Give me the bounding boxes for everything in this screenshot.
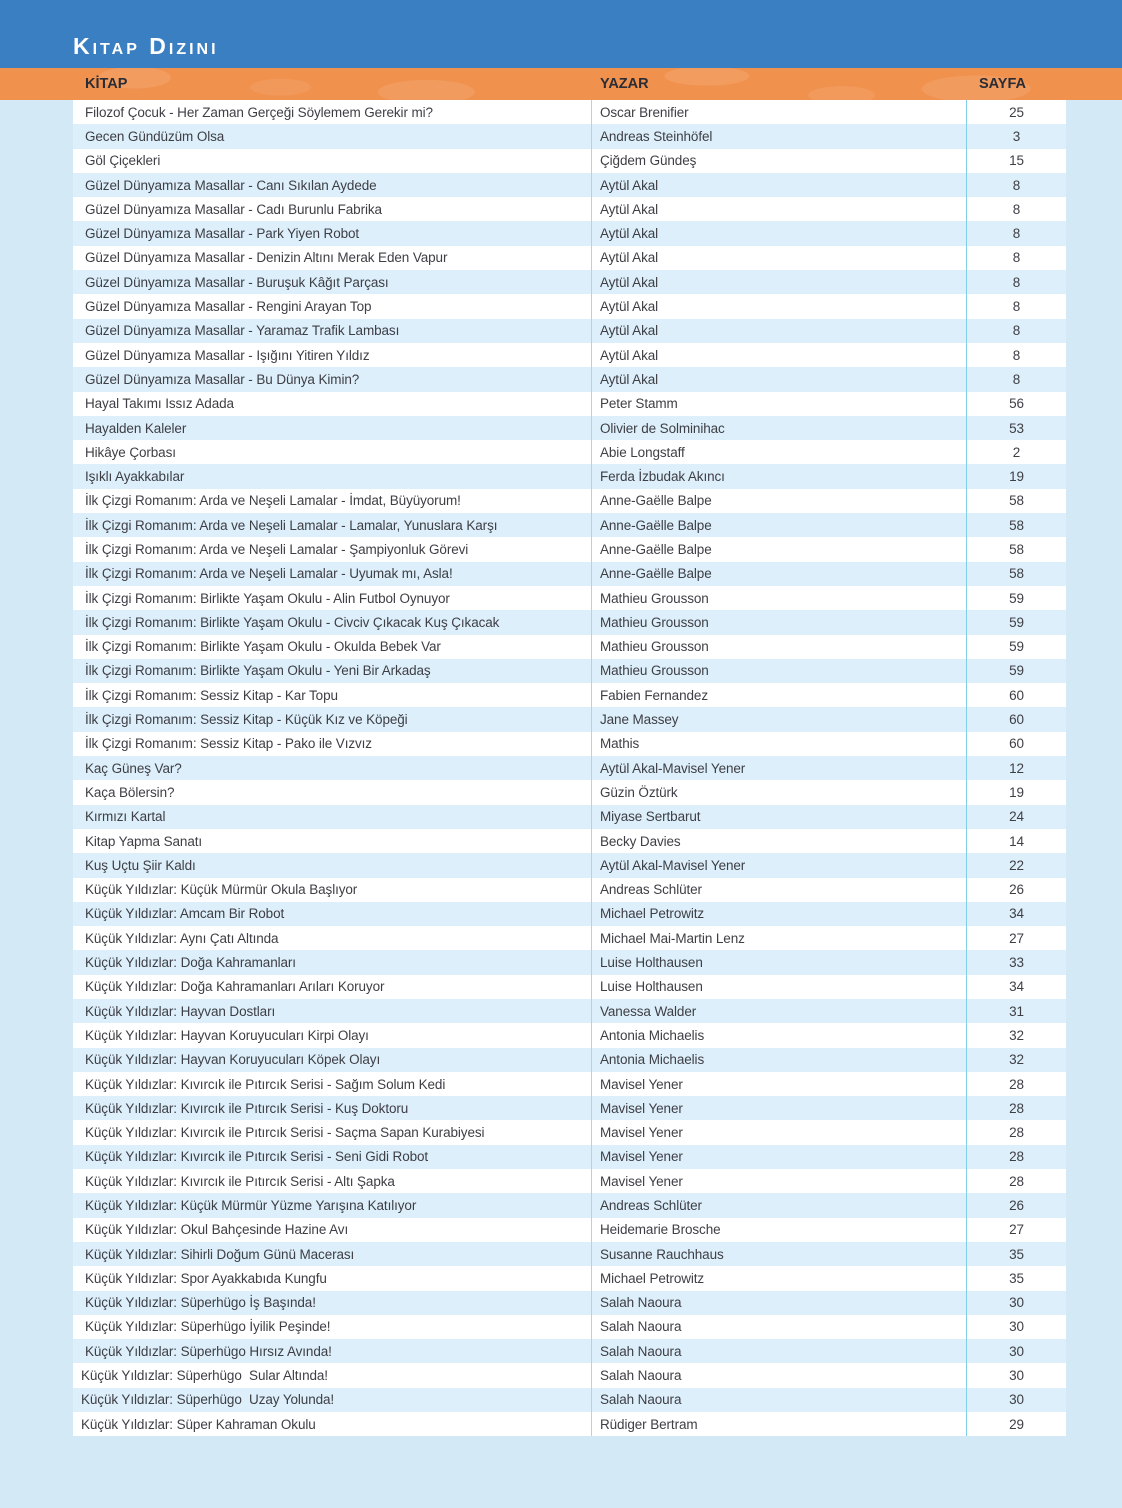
page-number-cell: 30 xyxy=(1009,1319,1024,1335)
author-cell: Aytül Akal-Mavisel Yener xyxy=(592,853,967,877)
page-number-cell: 35 xyxy=(1009,1270,1024,1286)
author-cell: Luise Holthausen xyxy=(592,950,967,974)
book-title-cell: İlk Çizgi Romanım: Sessiz Kitap - Kar Topu xyxy=(73,683,592,707)
author-cell: Michael Mai-Martin Lenz xyxy=(592,926,967,950)
book-title-cell: Kaça Bölersin? xyxy=(73,780,592,804)
page-number-cell: 19 xyxy=(1009,469,1024,485)
table-row xyxy=(73,610,1066,634)
book-title-cell: Küçük Yıldızlar: Doğa Kahramanları xyxy=(73,950,592,974)
author-cell: Aytül Akal-Mavisel Yener xyxy=(592,756,967,780)
author-cell: Luise Holthausen xyxy=(592,975,967,999)
book-title-cell: Hayal Takımı Issız Adada xyxy=(73,392,592,416)
table-row xyxy=(73,683,1066,707)
page-number-cell: 26 xyxy=(1009,882,1024,898)
page-number-cell: 32 xyxy=(1009,1052,1024,1068)
book-title-cell: Güzel Dünyamıza Masallar - Bu Dünya Kimin? xyxy=(73,367,592,391)
book-title-cell: Küçük Yıldızlar: Küçük Mürmür Yüzme Yarışına Katılıyor xyxy=(73,1193,592,1217)
column-header-page: SAYFA xyxy=(978,76,1026,92)
page-number-cell: 58 xyxy=(1009,541,1024,557)
table-row xyxy=(73,1193,1066,1217)
page-number-cell: 53 xyxy=(1009,420,1024,436)
author-cell: Antonia Michaelis xyxy=(592,1023,967,1047)
author-cell: Aytül Akal xyxy=(592,319,967,343)
table-row xyxy=(73,780,1066,804)
page-number-cell: 34 xyxy=(1009,979,1024,995)
book-title-cell: Küçük Yıldızlar: Okul Bahçesinde Hazine Avı xyxy=(73,1218,592,1242)
page-number-cell: 28 xyxy=(1009,1173,1024,1189)
table-row xyxy=(73,416,1066,440)
page-number-cell: 8 xyxy=(1012,299,1021,315)
author-cell: Mavisel Yener xyxy=(592,1072,967,1096)
book-title-cell: Göl Çiçekleri xyxy=(73,149,592,173)
page-number-cell: 32 xyxy=(1009,1027,1024,1043)
author-cell: Mavisel Yener xyxy=(592,1096,967,1120)
author-cell: Salah Naoura xyxy=(592,1388,967,1412)
author-cell: Anne-Gaëlle Balpe xyxy=(592,562,967,586)
book-title-cell: Güzel Dünyamıza Masallar - Buruşuk Kâğıt Parçası xyxy=(73,270,592,294)
page-number-cell: 59 xyxy=(1009,590,1024,606)
table-row xyxy=(73,440,1066,464)
page-number-cell: 28 xyxy=(1009,1149,1024,1165)
book-title-cell: Küçük Yıldızlar: Hayvan Dostları xyxy=(73,999,592,1023)
table-row xyxy=(73,732,1066,756)
page-number-cell: 60 xyxy=(1009,712,1024,728)
page-number-cell: 8 xyxy=(1012,371,1021,387)
book-title-cell: İlk Çizgi Romanım: Sessiz Kitap - Küçük Kız ve Köpeği xyxy=(73,707,592,731)
author-cell: Aytül Akal xyxy=(592,367,967,391)
author-cell: Mavisel Yener xyxy=(592,1169,967,1193)
author-cell: Michael Petrowitz xyxy=(592,902,967,926)
table-row xyxy=(73,1048,1066,1072)
book-title-cell: Hayalden Kaleler xyxy=(73,416,592,440)
book-title-cell: Güzel Dünyamıza Masallar - Işığını Yitiren Yıldız xyxy=(73,343,592,367)
table-row xyxy=(73,221,1066,245)
table-row xyxy=(73,1120,1066,1144)
table-row xyxy=(73,1145,1066,1169)
table-row xyxy=(73,1023,1066,1047)
author-cell: Michael Petrowitz xyxy=(592,1266,967,1290)
author-cell: Andreas Schlüter xyxy=(592,878,967,902)
page-number-cell: 58 xyxy=(1009,566,1024,582)
page-number-cell: 15 xyxy=(1009,153,1024,169)
book-title-cell: Küçük Yıldızlar: Süperhügo Sular Altında! xyxy=(73,1363,592,1387)
author-cell: Aytül Akal xyxy=(592,246,967,270)
author-cell: Heidemarie Brosche xyxy=(592,1218,967,1242)
table-row xyxy=(73,537,1066,561)
table-row xyxy=(73,659,1066,683)
author-cell: Salah Naoura xyxy=(592,1315,967,1339)
table-row xyxy=(73,756,1066,780)
book-title-cell: Küçük Yıldızlar: Sihirli Doğum Günü Macerası xyxy=(73,1242,592,1266)
table-row xyxy=(73,197,1066,221)
author-cell: Oscar Brenifier xyxy=(592,100,967,124)
page-number-cell: 12 xyxy=(1009,760,1024,776)
page-number-cell: 19 xyxy=(1009,784,1024,800)
page-number-cell: 8 xyxy=(1012,274,1021,290)
table-row xyxy=(73,1072,1066,1096)
book-title-cell: Küçük Yıldızlar: Doğa Kahramanları Arıları Koruyor xyxy=(73,975,592,999)
author-cell: Andreas Schlüter xyxy=(592,1193,967,1217)
book-title-cell: Küçük Yıldızlar: Kıvırcık ile Pıtırcık Serisi - Altı Şapka xyxy=(73,1169,592,1193)
author-cell: Güzin Öztürk xyxy=(592,780,967,804)
book-title-cell: İlk Çizgi Romanım: Birlikte Yaşam Okulu - Okulda Bebek Var xyxy=(73,635,592,659)
page-number-cell: 31 xyxy=(1009,1003,1024,1019)
page-number-cell: 8 xyxy=(1012,347,1021,363)
book-title-cell: Küçük Yıldızlar: Amcam Bir Robot xyxy=(73,902,592,926)
author-cell: Mathieu Grousson xyxy=(592,635,967,659)
table-row xyxy=(73,853,1066,877)
book-title-cell: Hikâye Çorbası xyxy=(73,440,592,464)
page-number-cell: 60 xyxy=(1009,687,1024,703)
page-number-cell: 27 xyxy=(1009,1222,1024,1238)
page-number-cell: 28 xyxy=(1009,1076,1024,1092)
book-title-cell: Güzel Dünyamıza Masallar - Denizin Altını Merak Eden Vapur xyxy=(73,246,592,270)
author-cell: Aytül Akal xyxy=(592,197,967,221)
page-number-cell: 30 xyxy=(1009,1295,1024,1311)
author-cell: Anne-Gaëlle Balpe xyxy=(592,513,967,537)
book-title-cell: Küçük Yıldızlar: Kıvırcık ile Pıtırcık Serisi - Kuş Doktoru xyxy=(73,1096,592,1120)
book-title-cell: Işıklı Ayakkabılar xyxy=(73,464,592,488)
table-row xyxy=(73,1242,1066,1266)
page-number-cell: 60 xyxy=(1009,736,1024,752)
author-cell: Andreas Steinhöfel xyxy=(592,124,967,148)
author-cell: Fabien Fernandez xyxy=(592,683,967,707)
page-number-cell: 29 xyxy=(1009,1416,1024,1432)
table-row xyxy=(73,975,1066,999)
page-title: Kitap Dizini xyxy=(73,33,219,59)
book-title-cell: Gecen Gündüzüm Olsa xyxy=(73,124,592,148)
page-number-cell: 8 xyxy=(1012,201,1021,217)
table-row xyxy=(73,1339,1066,1363)
table-row xyxy=(73,878,1066,902)
table-row xyxy=(73,999,1066,1023)
table-row xyxy=(73,1096,1066,1120)
table-row xyxy=(73,1291,1066,1315)
page-number-cell: 24 xyxy=(1009,809,1024,825)
page-number-cell: 34 xyxy=(1009,906,1024,922)
table-row xyxy=(73,562,1066,586)
book-title-cell: Kuş Uçtu Şiir Kaldı xyxy=(73,853,592,877)
author-cell: Salah Naoura xyxy=(592,1363,967,1387)
author-cell: Susanne Rauchhaus xyxy=(592,1242,967,1266)
table-header-row xyxy=(0,68,1122,100)
table-row xyxy=(73,1169,1066,1193)
table-row xyxy=(73,343,1066,367)
author-cell: Peter Stamm xyxy=(592,392,967,416)
author-cell: Aytül Akal xyxy=(592,343,967,367)
author-cell: Mavisel Yener xyxy=(592,1120,967,1144)
page-number-cell: 8 xyxy=(1012,226,1021,242)
book-title-cell: Güzel Dünyamıza Masallar - Canı Sıkılan Aydede xyxy=(73,173,592,197)
author-cell: Aytül Akal xyxy=(592,221,967,245)
column-header-book: KİTAP xyxy=(85,76,128,92)
book-title-cell: İlk Çizgi Romanım: Sessiz Kitap - Pako ile Vızvız xyxy=(73,732,592,756)
page-number-cell: 58 xyxy=(1009,493,1024,509)
page-number-cell: 30 xyxy=(1009,1368,1024,1384)
book-table-body xyxy=(0,100,1122,1436)
table-row xyxy=(73,319,1066,343)
book-title-cell: İlk Çizgi Romanım: Arda ve Neşeli Lamalar - Lamalar, Yunuslara Karşı xyxy=(73,513,592,537)
table-row xyxy=(73,1412,1066,1436)
book-title-cell: İlk Çizgi Romanım: Arda ve Neşeli Lamalar - Uyumak mı, Asla! xyxy=(73,562,592,586)
page-number-cell: 2 xyxy=(1012,444,1021,460)
table-row xyxy=(73,950,1066,974)
author-cell: Anne-Gaëlle Balpe xyxy=(592,537,967,561)
book-title-cell: Filozof Çocuk - Her Zaman Gerçeği Söylemem Gerekir mi? xyxy=(73,100,592,124)
table-row xyxy=(73,489,1066,513)
author-cell: Salah Naoura xyxy=(592,1339,967,1363)
author-cell: Aytül Akal xyxy=(592,173,967,197)
page-number-cell: 35 xyxy=(1009,1246,1024,1262)
table-row xyxy=(73,1218,1066,1242)
table-row xyxy=(73,1266,1066,1290)
author-cell: Miyase Sertbarut xyxy=(592,805,967,829)
page-number-cell: 33 xyxy=(1009,955,1024,971)
page-number-cell: 59 xyxy=(1009,663,1024,679)
book-title-cell: Küçük Yıldızlar: Hayvan Koruyucuları Köpek Olayı xyxy=(73,1048,592,1072)
page-number-cell: 30 xyxy=(1009,1392,1024,1408)
page-number-cell: 28 xyxy=(1009,1100,1024,1116)
table-row xyxy=(73,805,1066,829)
author-cell: Aytül Akal xyxy=(592,270,967,294)
title-bar xyxy=(0,0,1122,68)
book-title-cell: Küçük Yıldızlar: Süperhügo İyilik Peşinde! xyxy=(73,1315,592,1339)
author-cell: Salah Naoura xyxy=(592,1291,967,1315)
table-row xyxy=(73,902,1066,926)
author-cell: Rüdiger Bertram xyxy=(592,1412,967,1436)
table-row xyxy=(73,149,1066,173)
page-number-cell: 30 xyxy=(1009,1343,1024,1359)
book-title-cell: İlk Çizgi Romanım: Birlikte Yaşam Okulu - Yeni Bir Arkadaş xyxy=(73,659,592,683)
book-title-cell: Güzel Dünyamıza Masallar - Park Yiyen Robot xyxy=(73,221,592,245)
table-row xyxy=(73,513,1066,537)
table-row xyxy=(73,173,1066,197)
author-cell: Abie Longstaff xyxy=(592,440,967,464)
table-row xyxy=(73,635,1066,659)
author-cell: Antonia Michaelis xyxy=(592,1048,967,1072)
book-title-cell: Küçük Yıldızlar: Aynı Çatı Altında xyxy=(73,926,592,950)
book-title-cell: İlk Çizgi Romanım: Birlikte Yaşam Okulu - Civciv Çıkacak Kuş Çıkacak xyxy=(73,610,592,634)
page-number-cell: 56 xyxy=(1009,396,1024,412)
book-title-cell: Küçük Yıldızlar: Kıvırcık ile Pıtırcık Serisi - Seni Gidi Robot xyxy=(73,1145,592,1169)
page-number-cell: 58 xyxy=(1009,517,1024,533)
book-title-cell: Kırmızı Kartal xyxy=(73,805,592,829)
book-title-cell: Güzel Dünyamıza Masallar - Rengini Arayan Top xyxy=(73,294,592,318)
page-number-cell: 8 xyxy=(1012,177,1021,193)
author-cell: Çiğdem Gündeş xyxy=(592,149,967,173)
table-row xyxy=(73,1363,1066,1387)
page-number-cell: 3 xyxy=(1012,128,1021,144)
table-row xyxy=(73,926,1066,950)
book-title-cell: Küçük Yıldızlar: Süperhügo İş Başında! xyxy=(73,1291,592,1315)
book-title-cell: İlk Çizgi Romanım: Arda ve Neşeli Lamalar - Şampiyonluk Görevi xyxy=(73,537,592,561)
author-cell: Jane Massey xyxy=(592,707,967,731)
author-cell: Mathis xyxy=(592,732,967,756)
table-row xyxy=(73,246,1066,270)
table-row xyxy=(73,270,1066,294)
author-cell: Mavisel Yener xyxy=(592,1145,967,1169)
book-title-cell: Küçük Yıldızlar: Süperhügo Hırsız Avında! xyxy=(73,1339,592,1363)
page-number-cell: 28 xyxy=(1009,1125,1024,1141)
book-title-cell: Güzel Dünyamıza Masallar - Yaramaz Trafik Lambası xyxy=(73,319,592,343)
author-cell: Mathieu Grousson xyxy=(592,659,967,683)
book-title-cell: Kitap Yapma Sanatı xyxy=(73,829,592,853)
author-cell: Aytül Akal xyxy=(592,294,967,318)
page-number-cell: 14 xyxy=(1009,833,1024,849)
book-title-cell: Küçük Yıldızlar: Süperhügo Uzay Yolunda! xyxy=(73,1388,592,1412)
table-row xyxy=(73,124,1066,148)
author-cell: Becky Davies xyxy=(592,829,967,853)
book-title-cell: Küçük Yıldızlar: Süper Kahraman Okulu xyxy=(73,1412,592,1436)
book-title-cell: Küçük Yıldızlar: Kıvırcık ile Pıtırcık Serisi - Saçma Sapan Kurabiyesi xyxy=(73,1120,592,1144)
book-title-cell: Güzel Dünyamıza Masallar - Cadı Burunlu Fabrika xyxy=(73,197,592,221)
page-number-cell: 27 xyxy=(1009,930,1024,946)
author-cell: Anne-Gaëlle Balpe xyxy=(592,489,967,513)
page-number-cell: 8 xyxy=(1012,323,1021,339)
page-number-cell: 59 xyxy=(1009,614,1024,630)
book-title-cell: İlk Çizgi Romanım: Arda ve Neşeli Lamalar - İmdat, Büyüyorum! xyxy=(73,489,592,513)
table-row xyxy=(73,1388,1066,1412)
author-cell: Mathieu Grousson xyxy=(592,610,967,634)
table-row xyxy=(73,367,1066,391)
book-title-cell: Küçük Yıldızlar: Hayvan Koruyucuları Kirpi Olayı xyxy=(73,1023,592,1047)
author-cell: Ferda İzbudak Akıncı xyxy=(592,464,967,488)
table-row xyxy=(73,294,1066,318)
page-number-cell: 59 xyxy=(1009,639,1024,655)
column-header-author: YAZAR xyxy=(600,76,649,92)
author-cell: Vanessa Walder xyxy=(592,999,967,1023)
table-row xyxy=(73,586,1066,610)
book-title-cell: Küçük Yıldızlar: Spor Ayakkabıda Kungfu xyxy=(73,1266,592,1290)
page-number-cell: 25 xyxy=(1009,104,1024,120)
book-title-cell: İlk Çizgi Romanım: Birlikte Yaşam Okulu - Alin Futbol Oynuyor xyxy=(73,586,592,610)
book-title-cell: Küçük Yıldızlar: Kıvırcık ile Pıtırcık Serisi - Sağım Solum Kedi xyxy=(73,1072,592,1096)
table-row xyxy=(73,464,1066,488)
author-cell: Mathieu Grousson xyxy=(592,586,967,610)
page-number-cell: 8 xyxy=(1012,250,1021,266)
table-row xyxy=(73,100,1066,124)
page-number-cell: 26 xyxy=(1009,1198,1024,1213)
author-cell: Olivier de Solminihac xyxy=(592,416,967,440)
table-row xyxy=(73,392,1066,416)
table-row xyxy=(73,829,1066,853)
book-title-cell: Kaç Güneş Var? xyxy=(73,756,592,780)
book-title-cell: Küçük Yıldızlar: Küçük Mürmür Okula Başlıyor xyxy=(73,878,592,902)
page-number-cell: 22 xyxy=(1009,857,1024,873)
table-row xyxy=(73,1315,1066,1339)
table-row xyxy=(73,707,1066,731)
